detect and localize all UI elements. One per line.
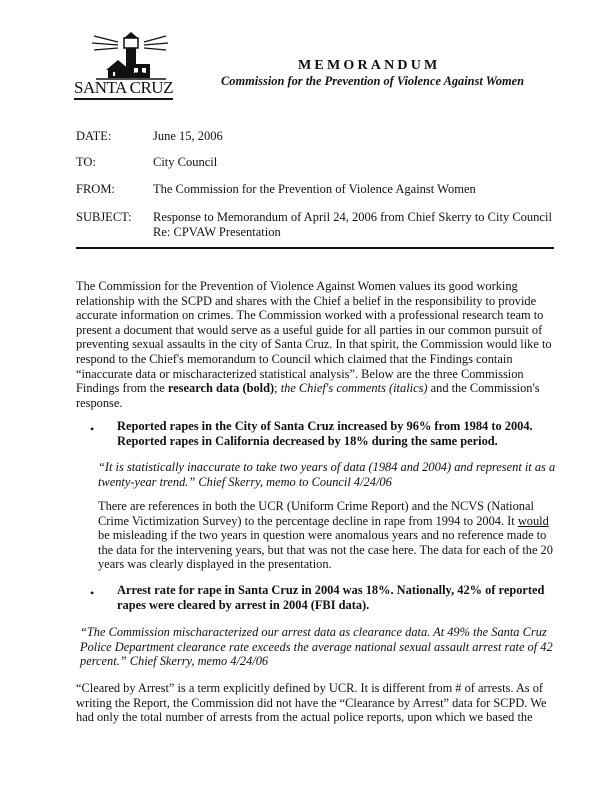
response-2 xyxy=(76,681,556,725)
paragraph-line: years was clearly displayed in the presentation. xyxy=(98,557,332,572)
paragraph-line: be misleading if the two years in question were anomalous years and no reference made to xyxy=(98,528,547,543)
logo-city-name: SANTA CRUZ xyxy=(74,78,173,100)
paragraph-line: There are references in both the UCR (Uniform Crime Report) and the NCVS (National xyxy=(98,499,534,513)
subject-label: SUBJECT: xyxy=(76,210,132,224)
finding-1 xyxy=(117,419,557,449)
finding-2 xyxy=(117,583,557,613)
paragraph-line: the data for the intervening years, but that was not the case here. The data for each of the 20 xyxy=(98,542,553,557)
memo-title: MEMORANDUM xyxy=(298,58,441,73)
chief-quote-2 xyxy=(80,625,560,669)
paragraph-line: accurate information on crimes. The Commission worked with a professional research team to xyxy=(76,308,544,323)
paragraph-line: “Cleared by Arrest” is a term explicitly defined by UCR. It is different from # of arrests. As of xyxy=(76,681,544,695)
paragraph-line: preventing sexual assaults in the city of Santa Cruz. In that spirit, the Commission would like to xyxy=(76,337,552,352)
quote-line: percent.” Chief Skerry, memo 4/24/06 xyxy=(80,654,269,669)
subject-line: Re: CPVAW Presentation xyxy=(153,225,281,239)
header-divider xyxy=(76,247,554,249)
date-value: June 15, 2006 xyxy=(153,129,223,143)
bullet-icon: • xyxy=(90,586,95,600)
paragraph-line: response. xyxy=(76,395,123,410)
quote-line: “It is statistically inaccurate to take two years of data (1984 and 2004) and represent it as a xyxy=(98,460,556,474)
quote-line: twenty-year trend.” Chief Skerry, memo to Council 4/24/06 xyxy=(98,474,392,489)
finding-line: Reported rapes in California decreased by 18% during the same period. xyxy=(117,434,498,448)
bullet-icon: • xyxy=(90,422,95,436)
subject-value xyxy=(153,210,552,240)
paragraph-line: Findings from the research data (bold); the Chief's comments (italics) and the Commission's xyxy=(76,381,540,396)
paragraph-line: respond to the Chief's memorandum to Council which claimed that the Findings contain xyxy=(76,351,513,366)
to-value: City Council xyxy=(153,155,218,169)
italic-legend: the Chief's comments (italics) xyxy=(280,381,428,396)
intro-paragraph xyxy=(76,279,556,410)
paragraph-line: had only the total number of arrests from the actual police reports, upon which we based the xyxy=(76,710,533,725)
quote-line: “The Commission mischaracterized our arrest data as clearance data. At 49% the Santa Cruz xyxy=(80,625,547,639)
finding-line: rapes were cleared by arrest in 2004 (FBI data). xyxy=(117,598,370,612)
memo-subtitle: Commission for the Prevention of Violence Against Women xyxy=(221,74,525,88)
paragraph-line: present a document that would serve as a useful guide for all parties in our common pursuit of xyxy=(76,322,543,337)
date-label: DATE: xyxy=(76,129,112,143)
finding-line: Arrest rate for rape in Santa Cruz in 2004 was 18%. Nationally, 42% of reported xyxy=(117,583,545,597)
to-label: TO: xyxy=(76,155,96,169)
paragraph-line: writing the Report, the Commission did not have the “Clearance by Arrest” data for SCPD. We xyxy=(76,695,547,710)
response-1 xyxy=(98,499,578,572)
paragraph-line: “inaccurate data or mischaracterized statistical analysis”. Below are the three Commission xyxy=(76,366,524,381)
subject-line: Response to Memorandum of April 24, 2006 from Chief Skerry to City Council xyxy=(153,210,552,224)
chief-quote-1 xyxy=(98,460,578,489)
quote-line: Police Department clearance rate exceeds the average national sexual assault arrest rate of 42 xyxy=(80,639,553,654)
from-label: FROM: xyxy=(76,182,115,196)
finding-line: Reported rapes in the City of Santa Cruz increased by 96% from 1984 to 2004. xyxy=(117,419,533,433)
paragraph-line: relationship with the SCPD and shares with the Chief a belief in the responsibility to provide xyxy=(76,293,537,308)
logo-city-of: CITY OF xyxy=(108,72,147,78)
from-value: The Commission for the Prevention of Violence Against Women xyxy=(153,182,476,196)
paragraph-line: The Commission for the Prevention of Violence Against Women values its good working xyxy=(76,279,518,293)
bold-legend: research data (bold) xyxy=(167,381,275,396)
paragraph-line: Crime Victimization Survey) to the percentage decline in rape from 1994 to 2004. It would xyxy=(98,513,549,528)
